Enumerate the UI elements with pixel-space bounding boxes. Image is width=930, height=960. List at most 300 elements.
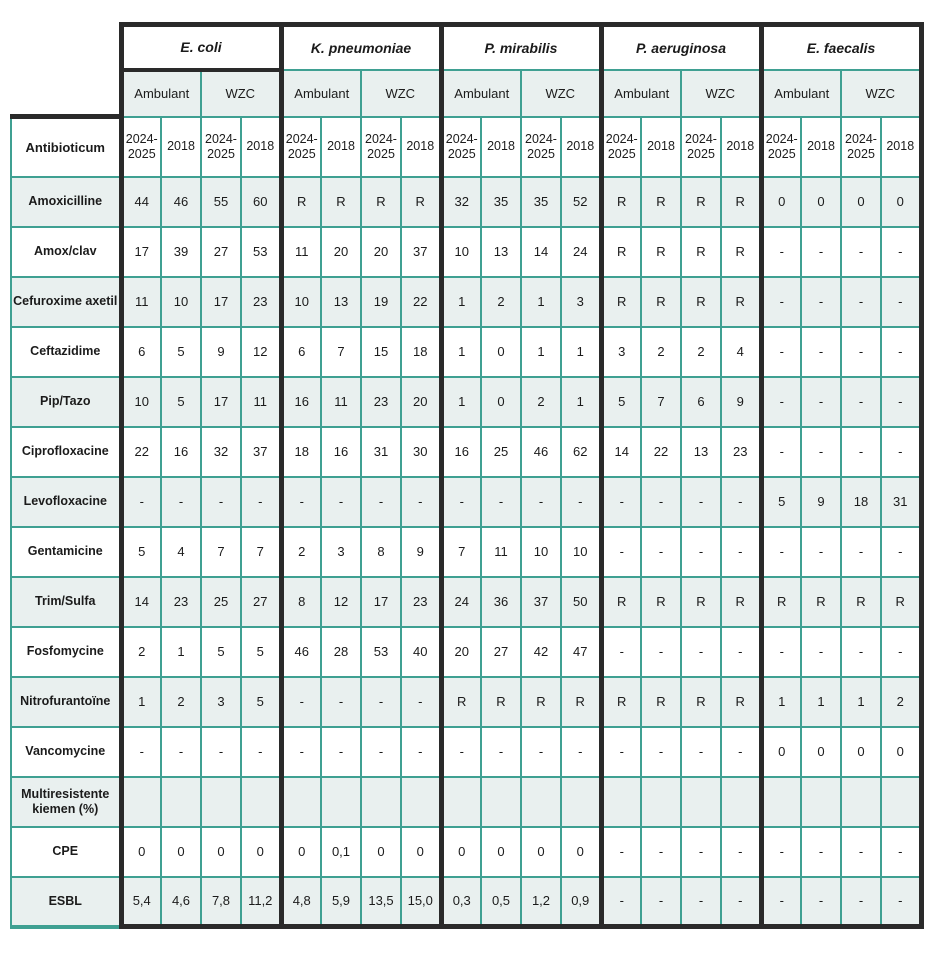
value-cell: - xyxy=(801,427,841,477)
value-cell: 13 xyxy=(481,227,521,277)
value-cell: - xyxy=(761,527,801,577)
value-cell: - xyxy=(841,827,881,877)
value-cell: - xyxy=(801,827,841,877)
value-cell: - xyxy=(761,277,801,327)
antibiotic-label: CPE xyxy=(11,827,121,877)
table-row xyxy=(11,177,921,227)
value-cell: 16 xyxy=(161,427,201,477)
value-cell: - xyxy=(721,827,761,877)
value-cell: - xyxy=(601,527,641,577)
antibiotic-label: Ceftazidime xyxy=(11,327,121,377)
value-cell: - xyxy=(681,627,721,677)
value-cell: 13,5 xyxy=(361,877,401,927)
year-header: 2018 xyxy=(641,117,681,177)
setting-header: Ambulant xyxy=(601,70,681,117)
value-cell: 44 xyxy=(121,177,161,227)
value-cell: 1 xyxy=(441,377,481,427)
value-cell: 2 xyxy=(881,677,921,727)
value-cell: - xyxy=(841,327,881,377)
setting-header: Ambulant xyxy=(281,70,361,117)
value-cell xyxy=(521,777,561,827)
value-cell: R xyxy=(641,677,681,727)
table-row xyxy=(11,827,921,877)
value-cell: 37 xyxy=(401,227,441,277)
table-row xyxy=(11,327,921,377)
value-cell: - xyxy=(841,627,881,677)
value-cell: 6 xyxy=(281,327,321,377)
value-cell: 14 xyxy=(521,227,561,277)
value-cell xyxy=(121,777,161,827)
antibiotic-resistance-table xyxy=(10,22,930,929)
value-cell: R xyxy=(601,227,641,277)
value-cell: R xyxy=(441,677,481,727)
value-cell: 37 xyxy=(521,577,561,627)
value-cell: 1 xyxy=(441,327,481,377)
value-cell: 1 xyxy=(801,677,841,727)
value-cell: 5 xyxy=(121,527,161,577)
value-cell: 0 xyxy=(881,177,921,227)
value-cell: R xyxy=(801,577,841,627)
value-cell: 10 xyxy=(441,227,481,277)
value-cell xyxy=(761,777,801,827)
table-row xyxy=(11,527,921,577)
value-cell xyxy=(321,777,361,827)
value-cell: - xyxy=(761,377,801,427)
value-cell: 19 xyxy=(361,277,401,327)
value-cell xyxy=(281,777,321,827)
value-cell: 17 xyxy=(201,377,241,427)
value-cell: 0 xyxy=(121,827,161,877)
value-cell: 32 xyxy=(201,427,241,477)
value-cell: - xyxy=(881,227,921,277)
table-row xyxy=(11,727,921,777)
value-cell: 23 xyxy=(241,277,281,327)
value-cell: - xyxy=(841,877,881,927)
value-cell: - xyxy=(401,477,441,527)
value-cell: 0 xyxy=(801,727,841,777)
value-cell: 2 xyxy=(521,377,561,427)
value-cell: - xyxy=(681,827,721,877)
value-cell: - xyxy=(801,527,841,577)
value-cell xyxy=(681,777,721,827)
setting-header: Ambulant xyxy=(441,70,521,117)
value-cell: 8 xyxy=(361,527,401,577)
value-cell: R xyxy=(521,677,561,727)
value-cell xyxy=(641,777,681,827)
value-cell: 23 xyxy=(401,577,441,627)
value-cell: 7 xyxy=(201,527,241,577)
value-cell: 11 xyxy=(121,277,161,327)
value-cell: - xyxy=(841,527,881,577)
value-cell: R xyxy=(681,177,721,227)
value-cell: 14 xyxy=(121,577,161,627)
value-cell: 7 xyxy=(441,527,481,577)
value-cell: - xyxy=(841,227,881,277)
value-cell: - xyxy=(801,877,841,927)
value-cell: R xyxy=(641,577,681,627)
antibiotic-label: ESBL xyxy=(11,877,121,927)
value-cell: 0 xyxy=(481,377,521,427)
value-cell: 7 xyxy=(241,527,281,577)
value-cell: - xyxy=(641,627,681,677)
value-cell: 1 xyxy=(161,627,201,677)
value-cell xyxy=(401,777,441,827)
value-cell: 0 xyxy=(841,177,881,227)
value-cell: R xyxy=(601,677,641,727)
value-cell xyxy=(721,777,761,827)
value-cell: - xyxy=(681,727,721,777)
value-cell: - xyxy=(681,477,721,527)
value-cell: 0 xyxy=(561,827,601,877)
antibiotic-column-header: Antibioticum xyxy=(11,117,121,177)
bacteria-header: E. faecalis xyxy=(761,25,921,70)
value-cell: 0 xyxy=(521,827,561,877)
value-cell: R xyxy=(681,277,721,327)
value-cell: 5 xyxy=(201,627,241,677)
value-cell: R xyxy=(281,177,321,227)
value-cell: 25 xyxy=(201,577,241,627)
value-cell: 12 xyxy=(241,327,281,377)
value-cell: 11,2 xyxy=(241,877,281,927)
value-cell: 0 xyxy=(161,827,201,877)
value-cell: 18 xyxy=(401,327,441,377)
value-cell: 5 xyxy=(601,377,641,427)
value-cell: 52 xyxy=(561,177,601,227)
value-cell: - xyxy=(721,727,761,777)
value-cell: 1 xyxy=(121,677,161,727)
value-cell: 2 xyxy=(281,527,321,577)
value-cell xyxy=(841,777,881,827)
value-cell: 0,5 xyxy=(481,877,521,927)
value-cell: - xyxy=(481,727,521,777)
value-cell: 2 xyxy=(681,327,721,377)
value-cell: - xyxy=(161,477,201,527)
value-cell: 24 xyxy=(441,577,481,627)
antibiotic-label: Cefuroxime axetil xyxy=(11,277,121,327)
value-cell: 0 xyxy=(881,727,921,777)
value-cell: R xyxy=(721,177,761,227)
value-cell: 17 xyxy=(121,227,161,277)
table-row xyxy=(11,277,921,327)
antibiotic-label: Pip/Tazo xyxy=(11,377,121,427)
setting-header: WZC xyxy=(201,70,281,117)
table-row xyxy=(11,627,921,677)
value-cell: - xyxy=(761,327,801,377)
value-cell: - xyxy=(241,727,281,777)
value-cell: 16 xyxy=(441,427,481,477)
value-cell: - xyxy=(121,477,161,527)
value-cell: R xyxy=(641,177,681,227)
value-cell xyxy=(441,777,481,827)
value-cell: 28 xyxy=(321,627,361,677)
antibiotic-label: Trim/Sulfa xyxy=(11,577,121,627)
value-cell: R xyxy=(721,227,761,277)
bacteria-header: P. aeruginosa xyxy=(601,25,761,70)
value-cell: 23 xyxy=(361,377,401,427)
value-cell: 9 xyxy=(401,527,441,577)
value-cell: R xyxy=(761,577,801,627)
table-row xyxy=(11,877,921,927)
value-cell: - xyxy=(121,727,161,777)
value-cell: 30 xyxy=(401,427,441,477)
value-cell: - xyxy=(761,427,801,477)
value-cell: - xyxy=(761,627,801,677)
value-cell: 46 xyxy=(521,427,561,477)
value-cell: 35 xyxy=(481,177,521,227)
setting-header: WZC xyxy=(521,70,601,117)
value-cell: - xyxy=(881,327,921,377)
value-cell: 4 xyxy=(721,327,761,377)
table-row xyxy=(11,227,921,277)
value-cell: - xyxy=(401,727,441,777)
value-cell: 0 xyxy=(281,827,321,877)
year-header: 2024-2025 xyxy=(841,117,881,177)
table-row xyxy=(11,577,921,627)
value-cell: 20 xyxy=(401,377,441,427)
value-cell: 46 xyxy=(281,627,321,677)
value-cell: - xyxy=(281,677,321,727)
setting-header: WZC xyxy=(361,70,441,117)
value-cell: 27 xyxy=(481,627,521,677)
value-cell xyxy=(161,777,201,827)
value-cell: - xyxy=(521,727,561,777)
value-cell: 53 xyxy=(241,227,281,277)
setting-header: WZC xyxy=(841,70,921,117)
value-cell: - xyxy=(881,527,921,577)
value-cell: R xyxy=(401,177,441,227)
setting-header: Ambulant xyxy=(761,70,841,117)
value-cell: 1 xyxy=(561,377,601,427)
value-cell: 3 xyxy=(201,677,241,727)
value-cell: 0 xyxy=(761,177,801,227)
value-cell: 0 xyxy=(841,727,881,777)
value-cell: 2 xyxy=(641,327,681,377)
value-cell: 18 xyxy=(281,427,321,477)
value-cell: 16 xyxy=(281,377,321,427)
year-header: 2018 xyxy=(561,117,601,177)
value-cell: R xyxy=(361,177,401,227)
value-cell: 31 xyxy=(881,477,921,527)
value-cell: 23 xyxy=(161,577,201,627)
table-row xyxy=(11,677,921,727)
value-cell: 11 xyxy=(321,377,361,427)
value-cell: 22 xyxy=(641,427,681,477)
year-header: 2018 xyxy=(401,117,441,177)
value-cell: 27 xyxy=(241,577,281,627)
value-cell: - xyxy=(281,727,321,777)
value-cell: - xyxy=(641,477,681,527)
value-cell: 40 xyxy=(401,627,441,677)
value-cell: - xyxy=(761,827,801,877)
value-cell: 47 xyxy=(561,627,601,677)
value-cell: - xyxy=(721,627,761,677)
value-cell: - xyxy=(321,677,361,727)
value-cell: R xyxy=(721,577,761,627)
antibiotic-label: Multiresistente kiemen (%) xyxy=(11,777,121,827)
year-header: 2018 xyxy=(241,117,281,177)
value-cell: 0 xyxy=(401,827,441,877)
value-cell: 9 xyxy=(801,477,841,527)
value-cell: - xyxy=(281,477,321,527)
value-cell: 4,8 xyxy=(281,877,321,927)
value-cell: - xyxy=(561,477,601,527)
value-cell: - xyxy=(161,727,201,777)
value-cell: 10 xyxy=(121,377,161,427)
value-cell: 0 xyxy=(481,327,521,377)
value-cell: R xyxy=(721,277,761,327)
value-cell: 4 xyxy=(161,527,201,577)
value-cell: - xyxy=(401,677,441,727)
value-cell: - xyxy=(881,277,921,327)
value-cell: R xyxy=(721,677,761,727)
corner-spacer xyxy=(11,25,121,70)
year-header: 2024-2025 xyxy=(281,117,321,177)
value-cell: 9 xyxy=(201,327,241,377)
value-cell: R xyxy=(681,227,721,277)
value-cell: 1 xyxy=(841,677,881,727)
value-cell: R xyxy=(601,177,641,227)
value-cell: 55 xyxy=(201,177,241,227)
setting-header: WZC xyxy=(681,70,761,117)
value-cell: R xyxy=(601,577,641,627)
value-cell: R xyxy=(681,577,721,627)
value-cell xyxy=(201,777,241,827)
value-cell: - xyxy=(761,227,801,277)
antibiotic-label: Fosfomycine xyxy=(11,627,121,677)
value-cell: 5 xyxy=(241,627,281,677)
antibiotic-label: Ciprofloxacine xyxy=(11,427,121,477)
value-cell: - xyxy=(601,827,641,877)
value-cell: - xyxy=(601,877,641,927)
value-cell: 3 xyxy=(321,527,361,577)
value-cell: 2 xyxy=(161,677,201,727)
value-cell: R xyxy=(481,677,521,727)
corner-spacer xyxy=(11,70,121,117)
value-cell: 9 xyxy=(721,377,761,427)
value-cell: 2 xyxy=(481,277,521,327)
value-cell: - xyxy=(441,727,481,777)
value-cell: 0 xyxy=(761,727,801,777)
value-cell: 39 xyxy=(161,227,201,277)
value-cell: 1 xyxy=(521,327,561,377)
value-cell: 17 xyxy=(201,277,241,327)
value-cell: 27 xyxy=(201,227,241,277)
value-cell: 17 xyxy=(361,577,401,627)
year-header: 2018 xyxy=(801,117,841,177)
value-cell: 25 xyxy=(481,427,521,477)
value-cell: 42 xyxy=(521,627,561,677)
value-cell: R xyxy=(601,277,641,327)
value-cell: - xyxy=(881,827,921,877)
value-cell: R xyxy=(641,277,681,327)
value-cell: 11 xyxy=(241,377,281,427)
value-cell: 53 xyxy=(361,627,401,677)
value-cell: 12 xyxy=(321,577,361,627)
value-cell xyxy=(561,777,601,827)
value-cell: - xyxy=(361,727,401,777)
value-cell: 1 xyxy=(561,327,601,377)
value-cell: - xyxy=(801,227,841,277)
antibiotic-label: Vancomycine xyxy=(11,727,121,777)
value-cell xyxy=(801,777,841,827)
value-cell: 6 xyxy=(681,377,721,427)
year-header: 2024-2025 xyxy=(601,117,641,177)
value-cell: - xyxy=(881,427,921,477)
table-row xyxy=(11,377,921,427)
value-cell: 5 xyxy=(161,377,201,427)
value-cell: 1 xyxy=(521,277,561,327)
value-cell: 0,1 xyxy=(321,827,361,877)
value-cell: - xyxy=(841,377,881,427)
year-header: 2024-2025 xyxy=(441,117,481,177)
value-cell: - xyxy=(241,477,281,527)
value-cell: 5 xyxy=(761,477,801,527)
resistance-data-table xyxy=(10,22,924,929)
value-cell: - xyxy=(201,477,241,527)
value-cell: 5,4 xyxy=(121,877,161,927)
value-cell xyxy=(881,777,921,827)
value-cell: 60 xyxy=(241,177,281,227)
value-cell: 46 xyxy=(161,177,201,227)
value-cell: 4,6 xyxy=(161,877,201,927)
value-cell: - xyxy=(641,727,681,777)
value-cell: - xyxy=(721,877,761,927)
year-header: 2018 xyxy=(721,117,761,177)
bacteria-header: E. coli xyxy=(121,25,281,70)
value-cell: 7,8 xyxy=(201,877,241,927)
value-cell: - xyxy=(361,677,401,727)
value-cell: 31 xyxy=(361,427,401,477)
value-cell: 11 xyxy=(281,227,321,277)
year-header: 2018 xyxy=(321,117,361,177)
year-header: 2024-2025 xyxy=(121,117,161,177)
value-cell: 1 xyxy=(761,677,801,727)
value-cell: 5 xyxy=(241,677,281,727)
value-cell: - xyxy=(881,627,921,677)
year-header: 2018 xyxy=(881,117,921,177)
value-cell: 2 xyxy=(121,627,161,677)
value-cell: 13 xyxy=(681,427,721,477)
value-cell: 1 xyxy=(441,277,481,327)
year-header: 2018 xyxy=(161,117,201,177)
value-cell: 1,2 xyxy=(521,877,561,927)
value-cell: R xyxy=(841,577,881,627)
value-cell: - xyxy=(881,877,921,927)
value-cell: - xyxy=(681,877,721,927)
value-cell: - xyxy=(721,477,761,527)
antibiotic-label: Gentamicine xyxy=(11,527,121,577)
value-cell: - xyxy=(841,427,881,477)
value-cell: - xyxy=(801,277,841,327)
value-cell: - xyxy=(761,877,801,927)
value-cell: - xyxy=(201,727,241,777)
value-cell: - xyxy=(841,277,881,327)
value-cell: 0 xyxy=(441,827,481,877)
value-cell: 0,9 xyxy=(561,877,601,927)
bacteria-header: K. pneumoniae xyxy=(281,25,441,70)
value-cell: 15,0 xyxy=(401,877,441,927)
value-cell: - xyxy=(641,527,681,577)
table-row xyxy=(11,477,921,527)
value-cell: - xyxy=(801,627,841,677)
value-cell: R xyxy=(681,677,721,727)
value-cell: R xyxy=(881,577,921,627)
value-cell: - xyxy=(881,377,921,427)
value-cell: 10 xyxy=(161,277,201,327)
value-cell: 11 xyxy=(481,527,521,577)
value-cell: 7 xyxy=(641,377,681,427)
antibiotic-label: Nitrofurantoïne xyxy=(11,677,121,727)
